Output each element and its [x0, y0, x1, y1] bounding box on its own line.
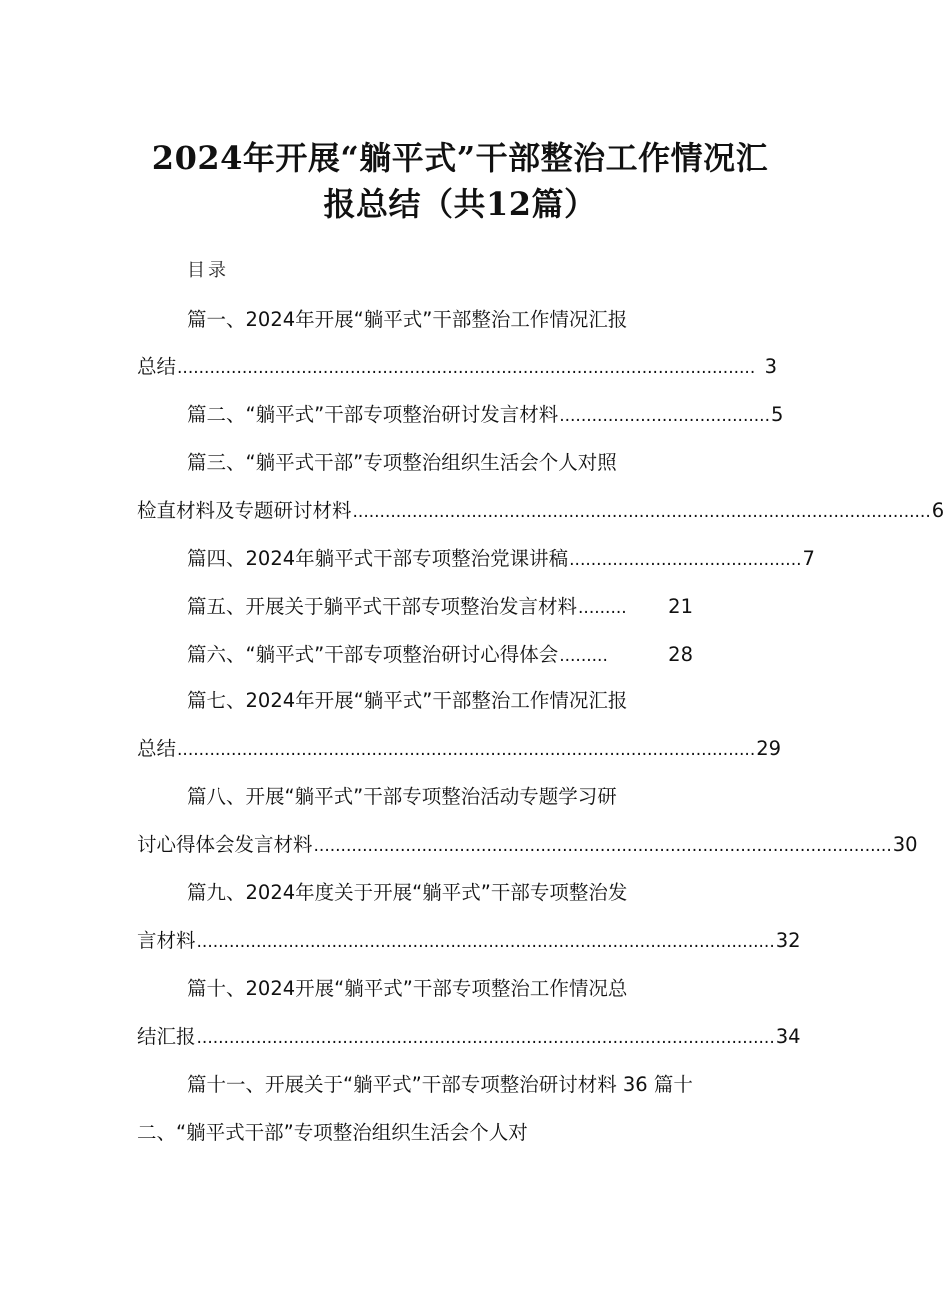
toc-leader-dots: ........................................................................................................... [352, 502, 931, 522]
toc-entry[interactable] [187, 448, 707, 478]
toc-entry-text: 篇八、开展“躺平式”干部专项整治活动专题学习研 [187, 785, 617, 808]
toc-leader-dots: ........................................................................................................... [177, 358, 756, 378]
document-title-line-2: 报总结（共12篇） [323, 185, 597, 223]
toc-entry-text: 篇五、开展关于躺平式干部专项整治发言材料 [187, 595, 578, 618]
toc-leader-dots: ....................................... [559, 406, 770, 426]
toc-leader-dots: ........................................................................................................... [196, 932, 775, 952]
toc-page-number: 5 [770, 403, 784, 426]
toc-entry-text: 篇九、2024年度关于开展“躺平式”干部专项整治发 [187, 881, 628, 904]
toc-entry-text: 讨心得体会发言材料 [137, 833, 313, 856]
toc-entry[interactable] [187, 544, 815, 575]
toc-page-number: 7 [802, 547, 815, 570]
toc-entry-text: 篇四、2024年躺平式干部专项整治党课讲稿 [187, 547, 569, 570]
toc-entry-text: 总结 [137, 355, 177, 378]
toc-entry[interactable] [137, 496, 944, 527]
toc-entry-text: 二、“躺平式干部”专项整治组织生活会个人对 [137, 1121, 528, 1144]
toc-entry-text: 言材料 [137, 929, 196, 952]
toc-leader-dots: ........................................................................................................... [177, 740, 756, 760]
toc-page-number: 6 [931, 499, 944, 522]
toc-entry[interactable] [137, 830, 918, 861]
toc-entry[interactable] [187, 400, 784, 431]
toc-page-number: 32 [775, 929, 801, 952]
toc-entry[interactable] [137, 1022, 801, 1053]
toc-page-number: 28 [668, 643, 693, 666]
toc-entry-text: 篇六、“躺平式”干部专项整治研讨心得体会 [187, 643, 559, 666]
toc-entry[interactable] [187, 305, 707, 335]
toc-page-number: 29 [756, 737, 782, 760]
toc-entry[interactable] [137, 1118, 697, 1148]
toc-entry-text: 总结 [137, 737, 177, 760]
toc-entry[interactable] [187, 974, 707, 1004]
toc-entry-text: 篇十一、开展关于“躺平式”干部专项整治研讨材料 36 篇十 [187, 1073, 693, 1096]
toc-entry[interactable] [187, 592, 693, 623]
toc-page-number: 30 [892, 833, 918, 856]
toc-leader-dots: ........................................................................................................... [313, 836, 892, 856]
toc-entry-text: 检直材料及专题研讨材料 [137, 499, 352, 522]
toc-page-number: 3 [764, 355, 777, 378]
toc-page-number: 34 [775, 1025, 801, 1048]
toc-entry[interactable] [187, 640, 693, 671]
toc-entry-text: 篇一、2024年开展“躺平式”干部整治工作情况汇报 [187, 308, 628, 331]
toc-entry[interactable] [187, 878, 707, 908]
toc-entry-text: 篇十、2024开展“躺平式”干部专项整治工作情况总 [187, 977, 628, 1000]
toc-entry[interactable] [137, 926, 801, 957]
toc-leader-dots: ......... [578, 598, 627, 618]
toc-entry-text: 篇七、2024年开展“躺平式”干部整治工作情况汇报 [187, 689, 628, 712]
toc-entry[interactable] [137, 352, 777, 383]
toc-leader-dots: ......... [559, 646, 608, 666]
toc-entry-text: 结汇报 [137, 1025, 196, 1048]
toc-entry[interactable] [187, 686, 707, 716]
toc-entry[interactable] [187, 1070, 787, 1100]
toc-entry-text: 篇二、“躺平式”干部专项整治研讨发言材料 [187, 403, 559, 426]
document-title-line-1: 2024年开展“躺平式”干部整治工作情况汇 [151, 139, 769, 177]
toc-entry[interactable] [187, 782, 707, 812]
toc-leader-dots: ........................................................................................................... [196, 1028, 775, 1048]
toc-leader-dots: ........................................... [569, 550, 802, 570]
toc-page-number: 21 [668, 595, 693, 618]
toc-heading: 目录 [187, 260, 229, 281]
toc-entry[interactable] [137, 734, 782, 765]
toc-entry-text: 篇三、“躺平式干部”专项整治组织生活会个人对照 [187, 451, 617, 474]
